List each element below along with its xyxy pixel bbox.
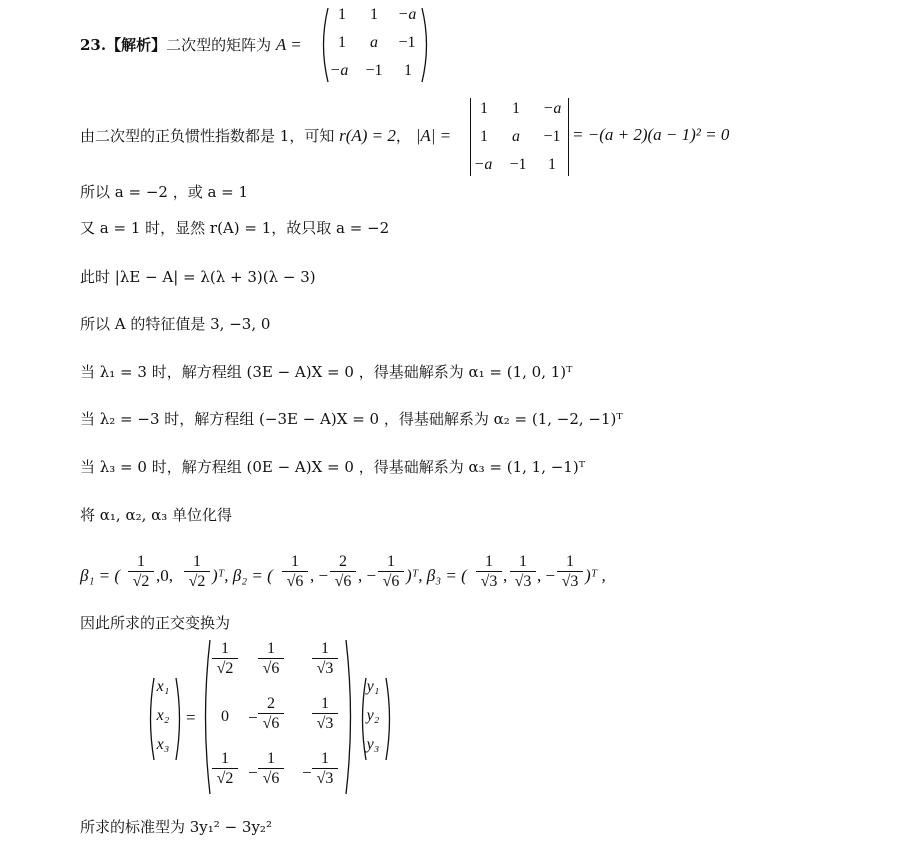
det-result: = −(a + 2)(a − 1)² = 0	[572, 125, 730, 144]
transform-equals: =	[186, 708, 196, 727]
transform-intro: 因此所求的正交变换为	[80, 614, 231, 632]
det-cell: −1	[543, 128, 561, 145]
line-char-poly: 此时 |λE − A| = λ(λ + 3)(λ − 3)	[80, 268, 316, 286]
matrix-a-cell: 1	[370, 6, 378, 23]
beta1-frac-2: $\frac{1}{√2}$	[184, 553, 210, 592]
final-standard-form: 所求的标准型为 3y₁² − 3y₂²	[80, 818, 272, 836]
det-cell: −a	[542, 100, 562, 117]
matrix-a-cell: −1	[398, 34, 416, 51]
line-a-values: 所以 a = −2 ，或 a = 1	[80, 183, 249, 201]
beta3-end: )ᵀ ,	[585, 566, 606, 585]
det-cell: −1	[509, 156, 527, 173]
q-matrix-cell: $\frac{1}{√3}$	[312, 640, 338, 679]
y-vector-entry: y₁	[366, 678, 380, 695]
x-vector-right-paren	[174, 676, 184, 762]
x-vector-entry: x₂	[156, 707, 170, 724]
line-eigvec-1: 当 λ₁ = 3 时，解方程组 (3E − A)X = 0 ，得基础解系为 α₁ = (1, 0, 1)ᵀ	[80, 363, 573, 381]
beta1-sep: ,0,	[156, 566, 173, 585]
y-vector-entry: y₂	[366, 707, 380, 724]
q-matrix-cell: $\frac{1}{√6}$	[258, 750, 284, 789]
beta1-frac-1: $\frac{1}{√2}$	[128, 553, 154, 592]
beta3-frac-3: $\frac{1}{√3}$	[557, 553, 583, 592]
det-cell: −a	[473, 156, 493, 173]
beta2-label: )ᵀ, β₂ = (	[212, 566, 273, 585]
q-matrix-cell: $\frac{1}{√3}$	[312, 695, 338, 734]
q-matrix-cell: $\frac{1}{√6}$	[258, 640, 284, 679]
q-matrix-left-paren	[200, 638, 212, 796]
beta3-sep-2: , −	[537, 566, 556, 585]
q-matrix-minus: −	[248, 708, 258, 727]
det-cell: a	[512, 128, 520, 145]
problem-heading: 【解析】	[106, 36, 167, 54]
line-normalize: 将 α₁, α₂, α₃ 单位化得	[80, 506, 233, 524]
matrix-a-cell: −a	[329, 62, 349, 79]
det-cell: 1	[512, 100, 520, 117]
matrix-a-label: A =	[275, 35, 302, 54]
beta3-frac-2: $\frac{1}{√3}$	[510, 553, 536, 592]
line-eigvec-2: 当 λ₂ = −3 时，解方程组 (−3E − A)X = 0 ，得基础解系为 α₂ = (1, −2, −1)ᵀ	[80, 410, 623, 428]
rank-text: 由二次型的正负惯性指数都是 1，可知	[80, 127, 335, 145]
line-eigvec-3: 当 λ₃ = 0 时，解方程组 (0E − A)X = 0 ，得基础解系为 α₃ = (1, 1, −1)ᵀ	[80, 458, 585, 476]
beta1-label: β₁ = (	[80, 566, 121, 585]
q-matrix-right-paren	[344, 638, 356, 796]
matrix-a-cell: −1	[365, 62, 383, 79]
q-matrix-cell: $\frac{1}{√2}$	[212, 750, 238, 789]
problem-number: 23.	[80, 36, 107, 54]
rank-line: 由二次型的正负惯性指数都是 1，可知 r(A) = 2， |A| =	[80, 126, 452, 145]
q-matrix-cell: 0	[221, 708, 229, 725]
beta2-frac-2: $\frac{2}{√6}$	[330, 553, 356, 592]
matrix-a-cell: a	[370, 34, 378, 51]
q-matrix-cell: $\frac{2}{√6}$	[258, 695, 284, 734]
det-cell: 1	[480, 128, 488, 145]
beta2-sep-1: , −	[310, 566, 329, 585]
beta3-label: )ᵀ, β₃ = (	[406, 566, 467, 585]
rank-value: r(A) = 2	[339, 126, 396, 145]
q-matrix-cell: $\frac{1}{√2}$	[212, 640, 238, 679]
y-vector-entry: y₃	[366, 736, 380, 753]
y-vector-right-paren	[384, 676, 394, 762]
det-label: |A| =	[415, 126, 452, 145]
det-cell: 1	[548, 156, 556, 173]
matrix-a-cell: −a	[397, 6, 417, 23]
beta2-sep-2: , −	[358, 566, 377, 585]
matrix-a-cell: 1	[338, 34, 346, 51]
q-matrix-minus: −	[248, 763, 258, 782]
x-vector-entry: x₃	[156, 736, 170, 753]
det-right-bar	[568, 98, 569, 176]
beta2-frac-1: $\frac{1}{√6}$	[282, 553, 308, 592]
beta2-frac-3: $\frac{1}{√6}$	[378, 553, 404, 592]
matrix-a-cell: 1	[338, 6, 346, 23]
matrix-a-right-paren	[420, 6, 432, 84]
line-eigenvalues: 所以 A 的特征值是 3, −3, 0	[80, 315, 271, 333]
problem-heading-line	[80, 36, 302, 54]
line-a-choice: 又 a = 1 时，显然 r(A) = 1，故只取 a = −2	[80, 219, 390, 237]
q-matrix-minus: −	[302, 763, 312, 782]
det-cell: 1	[480, 100, 488, 117]
x-vector-entry: x₁	[156, 678, 170, 695]
matrix-a-cell: 1	[404, 62, 412, 79]
problem-intro: 二次型的矩阵为	[166, 36, 272, 54]
beta3-sep-1: ,	[503, 566, 508, 585]
q-matrix-cell: $\frac{1}{√3}$	[312, 750, 338, 789]
beta3-frac-1: $\frac{1}{√3}$	[476, 553, 502, 592]
